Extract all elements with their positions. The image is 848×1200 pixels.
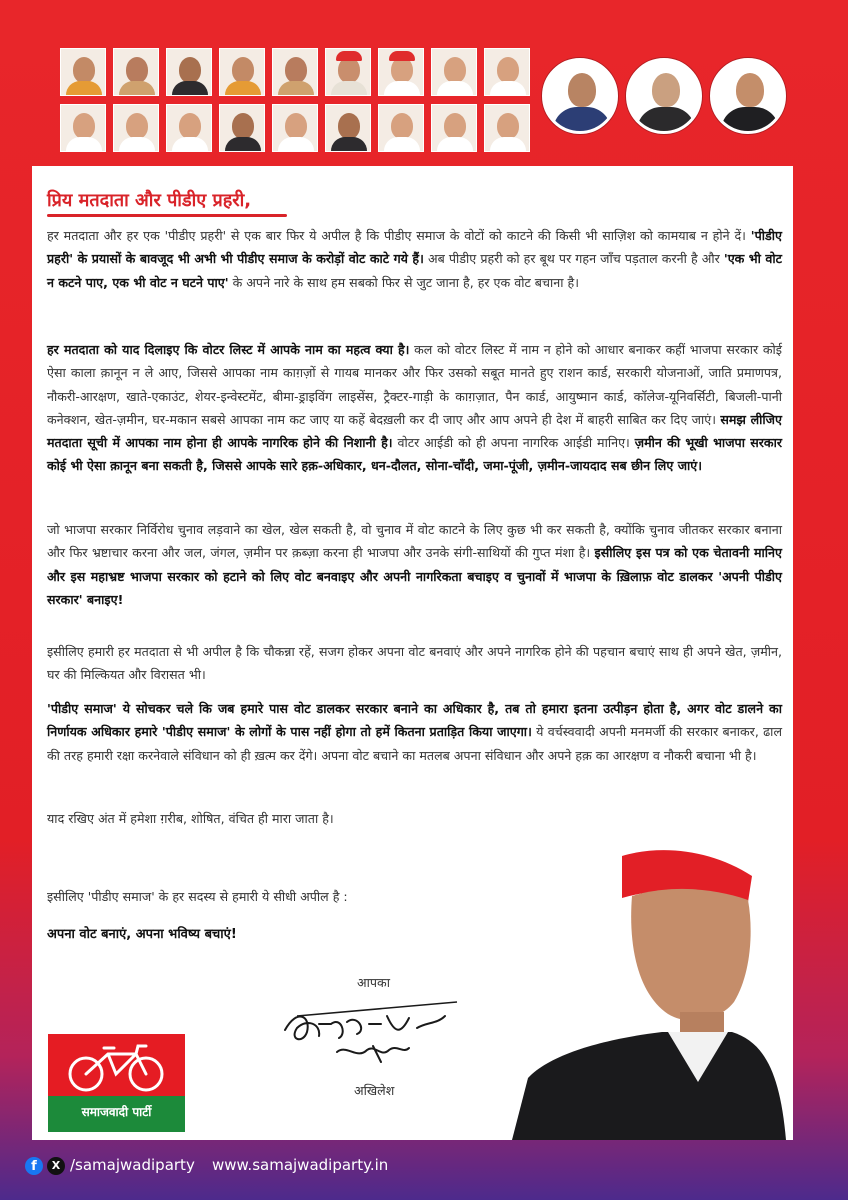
paragraph-segment: कल को वोटर लिस्ट में नाम न होने को आधार बनाकर कहीं भाजपा सरकार कोई ऐसा काला क़ानून न ले आए, जिससे आपका नाम काग़ज़ों से गायब मानकर और फिर उसको सबूत मानते हुए राशन कार्ड, सरकारी योजनाओं, जाति प्रमाणपत्र, नौकरी-आरक्षण, खाते-एकाउंट, शेयर-इन्वेस्टमेंट, बीमा-ड्राइविंग लाइसेंस, ट्रैक्टर-गाड़ी के काग़ज़ात, पैन कार्ड, आयुष्मान कार्ड, कॉलेज-यूनिवर्सिटी, बिजली-पानी कनेक्शन, खेत-ज़मीन, घर-मकान सबसे आपका नाम कट जाए या कहें बेदख़ली कर दी जाए और आप अपने ही देश में बाहरी साबित कर दिए जाएं। xyxy=(47,342,782,427)
icon-portrait-grid xyxy=(60,48,540,152)
social-handle[interactable]: /samajwadiparty xyxy=(70,1156,195,1174)
paragraph-segment: इसीलिए हमारी हर मतदाता से भी अपील है कि चौकन्ना रहें, सजग होकर अपना वोट बनवाएं और अपने नागरिक होने की पहचान बचाएं साथ ही अपने खेत, ज़मीन, घर की मिल्कियत और विरासत भी। xyxy=(47,644,782,683)
signature-from: आपका xyxy=(357,975,390,990)
letter-paragraph-5 xyxy=(47,697,782,767)
portrait-thumbnail xyxy=(113,48,159,96)
portrait-thumbnail xyxy=(219,104,265,152)
portrait-thumbnail xyxy=(378,104,424,152)
leader-portrait-3 xyxy=(710,58,786,134)
portrait-thumbnail xyxy=(60,104,106,152)
letter-paragraph-1 xyxy=(47,224,782,294)
paragraph-segment: अब पीडीए प्रहरी को हर बूथ पर गहन जाँच पड़ताल करनी है और xyxy=(423,251,724,267)
letter-paragraph-3 xyxy=(47,518,782,611)
portrait-thumbnail xyxy=(325,48,371,96)
leader-portrait-2 xyxy=(626,58,702,134)
leader-portraits xyxy=(540,58,800,138)
portrait-thumbnail xyxy=(325,104,371,152)
portrait-thumbnail xyxy=(272,104,318,152)
party-logo xyxy=(48,1034,185,1132)
paragraph-segment: ये वर्चस्ववादी अपनी मनमर्जी की सरकार बनाकर, ढाल की तरह हमारी रक्षा करनेवाले संविधान को ही ख़त्म कर देंगे। अपना वोट बचाने का मतलब अपना संविधान और अपने हक़ का आरक्षण व नौकरी बचाना भी है। xyxy=(47,724,782,763)
leader-portrait-1 xyxy=(542,58,618,134)
paragraph-segment: जो भाजपा सरकार निर्विरोध चुनाव लड़वाने का खेल, खेल सकती है, वो चुनाव में वोट काटने के लिए कुछ भी कर सकती है, क्योंकि चुनाव जीतकर सरकार बनाना और फिर भ्रष्टाचार करना और जल, जंगल, ज़मीन पर क़ब्ज़ा करना ही भाजपा और उनके संगी-साथियों की गुप्त मंशा है। xyxy=(47,522,782,561)
paragraph-segment: वोटर आईडी को ही अपना नागरिक आईडी मानिए। xyxy=(392,435,635,451)
bicycle-icon xyxy=(58,1040,174,1094)
website-link[interactable]: www.samajwadiparty.in xyxy=(212,1156,389,1174)
letter-body xyxy=(32,166,793,1140)
portrait-thumbnail xyxy=(378,48,424,96)
portrait-thumbnail xyxy=(113,104,159,152)
paragraph-segment: हर मतदाता और हर एक 'पीडीए प्रहरी' से एक बार फिर ये अपील है कि पीडीए समाज के वोटों को काटने की किसी भी साज़िश को कामयाब न होने दें। xyxy=(47,228,751,243)
portrait-thumbnail xyxy=(60,48,106,96)
paragraph-segment: 'एक भी वोट न कटने पाए, एक भी वोट न घटने पाए' xyxy=(47,251,782,290)
paragraph-segment: के अपने नारे के साथ हम सबको फिर से जुट जाना है, हर एक वोट बचाना है। xyxy=(228,274,579,290)
portrait-thumbnail xyxy=(431,104,477,152)
portrait-thumbnail xyxy=(166,104,212,152)
portrait-thumbnail xyxy=(219,48,265,96)
closing-slogan: अपना वोट बनाएं, अपना भविष्य बचाएं! xyxy=(47,927,237,942)
paragraph-segment: समझ लीजिए मतदाता सूची में आपका नाम होना ही आपके नागरिक होने की निशानी है। xyxy=(47,411,782,451)
signature-image xyxy=(277,994,467,1084)
portrait-thumbnail xyxy=(431,48,477,96)
leader-photo xyxy=(472,816,792,1140)
heading-underline xyxy=(47,214,287,217)
header-banner xyxy=(10,10,838,165)
facebook-icon[interactable]: f xyxy=(25,1157,43,1175)
signature-name: अखिलेश xyxy=(354,1083,395,1098)
party-name: समाजवादी पार्टी xyxy=(81,1105,152,1119)
x-icon[interactable]: X xyxy=(47,1157,65,1175)
letter-paragraph-4 xyxy=(47,640,782,687)
letter-paragraph-2 xyxy=(47,338,782,478)
footer-bar xyxy=(0,1140,848,1200)
paragraph-segment: हर मतदाता को याद दिलाइए कि वोटर लिस्ट में आपके नाम का महत्व क्या है। xyxy=(47,342,410,357)
closing-appeal: इसीलिए 'पीडीए समाज' के हर सदस्य से हमारी ये सीधी अपील है : xyxy=(47,889,348,904)
paragraph-segment: ज़मीन की भूखी भाजपा सरकार कोई भी ऐसा क़ानून बना सकती है, जिससे आपके सारे हक़-अधिकार, धन-दौलत, सोना-चाँदी, जमा-पूंजी, ज़मीन-जायदाद सब छीन लिए जाएं। xyxy=(47,435,782,474)
portrait-thumbnail xyxy=(166,48,212,96)
paragraph-segment: याद रखिए अंत में हमेशा ग़रीब, शोषित, वंचित ही मारा जाता है। xyxy=(47,811,334,826)
portrait-thumbnail xyxy=(484,48,530,96)
paragraph-segment: इसीलिए इस पत्र को एक चेतावनी मानिए और इस महाभ्रष्ट भाजपा सरकार को हटाने को लिए वोट बनवाइए और अपनी नागरिकता बचाइए व चुनावों में भाजपा के ख़िलाफ़ वोट डालकर 'अपनी पीडीए सरकार' बनाइए! xyxy=(47,545,782,607)
portrait-thumbnail xyxy=(272,48,318,96)
paragraph-segment: 'पीडीए प्रहरी' के प्रयासों के बावजूद भी अभी भी पीडीए समाज के करोड़ों वोट काटे गये हैं। xyxy=(47,228,782,267)
portrait-thumbnail xyxy=(484,104,530,152)
salutation-heading: प्रिय मतदाता और पीडीए प्रहरी, xyxy=(47,190,252,211)
paragraph-segment: 'पीडीए समाज' ये सोचकर चले कि जब हमारे पास वोट डालकर सरकार बनाने का अधिकार है, तब तो हमारा इतना उत्पीड़न होता है, अगर वोट डालने का निर्णायक अधिकार हमारे 'पीडीए समाज' के लोगों के पास नहीं होगा तो हमें कितना प्रताड़ित किया जाएगा। xyxy=(47,701,782,740)
